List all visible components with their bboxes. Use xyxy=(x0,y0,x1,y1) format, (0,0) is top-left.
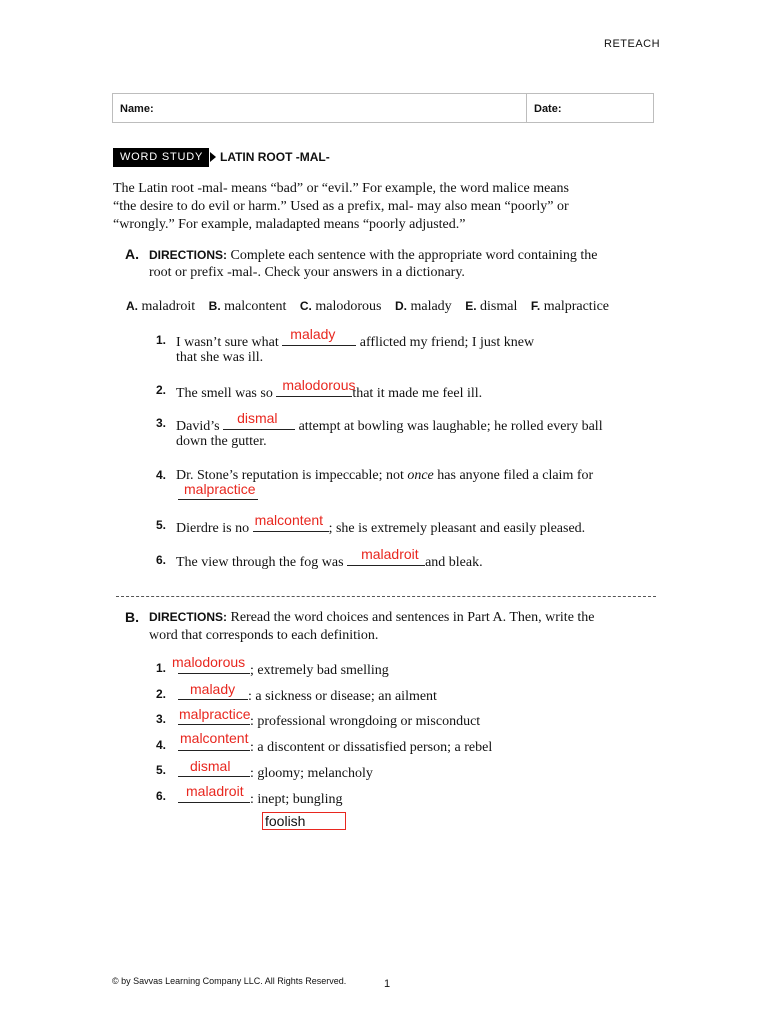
a-item-1-number: 1. xyxy=(156,333,167,347)
name-label: Name: xyxy=(120,103,154,115)
part-b-directions-line-2: word that corresponds to each definition. xyxy=(149,628,379,643)
a-item-1-blank[interactable] xyxy=(282,326,356,346)
b-item-5-answer: dismal xyxy=(190,758,231,774)
part-a-letter: A. xyxy=(125,246,139,262)
a-item-4-emphasis: once xyxy=(407,468,434,483)
part-a-directions-line-2: root or prefix -mal-. Check your answers in a dictionary. xyxy=(149,265,465,280)
a-item-5-number: 5. xyxy=(156,518,167,532)
choice-d: D. malady xyxy=(394,299,452,314)
a-item-4: Dr. Stone’s reputation is impeccable; not once has anyone filed a claim for xyxy=(176,468,594,483)
a-item-6-number: 6. xyxy=(156,553,167,567)
page-number: 1 xyxy=(384,978,391,990)
b-item-2: malady : a sickness or disease; an ailment xyxy=(178,685,437,706)
a-item-6-blank[interactable] xyxy=(347,546,425,566)
b-item-1-answer: malodorous xyxy=(172,654,246,670)
copyright-text: © by Savvas Learning Company LLC. All Rights Reserved. xyxy=(112,976,347,986)
a-item-2: The smell was so malodorous that it made me feel ill. xyxy=(176,377,483,401)
a-item-2-answer: malodorous xyxy=(282,377,356,393)
intro-line-3: “wrongly.” For example, maladapted means “poorly adjusted.” xyxy=(113,217,466,232)
b-item-3: malpractice : professional wrongdoing or misconduct xyxy=(179,706,481,729)
a-item-5: Dierdre is no malcontent ; she is extremely pleasant and easily pleased. xyxy=(176,512,586,536)
word-study-arrow xyxy=(210,152,216,162)
word-study-title: LATIN ROOT -MAL- xyxy=(220,150,330,164)
b-item-2-blank[interactable] xyxy=(178,681,248,700)
a-item-3: David’s dismal attempt at bowling was laughable; he rolled every ball xyxy=(176,410,603,434)
choice-f: F. malpractice xyxy=(530,299,610,314)
b-item-3-number: 3. xyxy=(156,712,167,726)
a-item-5-blank[interactable] xyxy=(253,512,329,532)
a-item-4-blank[interactable] xyxy=(178,481,258,500)
part-b-directions-label: DIRECTIONS: xyxy=(149,610,227,624)
b-item-4-answer: malcontent xyxy=(180,730,249,746)
section-divider xyxy=(116,596,656,597)
b-item-4: malcontent : a discontent or dissatisfied person; a rebel xyxy=(180,730,493,755)
a-item-2-blank[interactable] xyxy=(276,377,356,397)
b-item-2-answer: malady xyxy=(190,681,236,697)
a-item-4-line-2 xyxy=(178,481,258,506)
a-item-1-line-2: that she was ill. xyxy=(176,350,264,365)
a-item-3-number: 3. xyxy=(156,416,167,430)
extra-answer-box[interactable]: foolish xyxy=(262,812,346,830)
b-item-6-answer: maladroit xyxy=(186,783,244,799)
part-a-directions xyxy=(149,246,597,265)
choice-list xyxy=(126,297,666,316)
part-b-letter: B. xyxy=(125,609,139,625)
a-item-4-answer: malpractice xyxy=(184,481,256,497)
b-item-3-blank[interactable] xyxy=(178,706,251,725)
part-a-directions-line-1: Complete each sentence with the appropriate word containing the xyxy=(230,248,598,263)
b-item-6-number: 6. xyxy=(156,789,167,803)
b-item-1-blank[interactable] xyxy=(172,654,250,674)
date-label: Date: xyxy=(534,103,562,115)
a-item-2-number: 2. xyxy=(156,383,167,397)
b-item-4-number: 4. xyxy=(156,738,167,752)
b-item-5: dismal : gloomy; melancholy xyxy=(178,762,373,783)
intro-line-1: The Latin root -mal- means “bad” or “evil.” For example, the word malice means xyxy=(113,181,569,196)
name-date-divider xyxy=(526,94,527,122)
intro-line-2: “the desire to do evil or harm.” Used as a prefix, mal- may also mean “poorly” or xyxy=(113,199,569,214)
b-item-5-number: 5. xyxy=(156,763,167,777)
a-item-6: The view through the fog was maladroit and bleak. xyxy=(176,546,483,570)
reteach-label: RETEACH xyxy=(604,38,661,50)
b-item-1: malodorous ; extremely bad smelling xyxy=(172,654,389,678)
choice-b: B. malcontent xyxy=(208,299,287,314)
part-a-directions-label: DIRECTIONS: xyxy=(149,248,227,262)
a-item-3-blank[interactable] xyxy=(223,410,295,430)
choice-c: C. malodorous xyxy=(299,299,382,314)
b-item-5-blank[interactable] xyxy=(178,758,250,777)
b-item-1-number: 1. xyxy=(156,661,167,675)
a-item-3-line-2: down the gutter. xyxy=(176,434,267,449)
b-item-4-blank[interactable] xyxy=(178,730,250,751)
choice-a: A. maladroit xyxy=(126,299,196,314)
part-b-directions xyxy=(149,608,595,627)
a-item-4-number: 4. xyxy=(156,468,167,482)
b-item-2-number: 2. xyxy=(156,687,167,701)
part-b-directions-line-1: Reread the word choices and sentences in Part A. Then, write the xyxy=(230,610,595,625)
b-item-6: maladroit : inept; bungling xyxy=(178,788,343,809)
a-item-1: I wasn’t sure what malady afflicted my friend; I just knew xyxy=(176,326,535,350)
choice-e: E. dismal xyxy=(465,299,518,314)
a-item-3-answer: dismal xyxy=(237,410,278,426)
a-item-6-answer: maladroit xyxy=(361,546,419,562)
a-item-1-answer: malady xyxy=(290,326,336,342)
b-item-6-blank[interactable] xyxy=(178,783,250,803)
word-study-tag: WORD STUDY xyxy=(113,148,209,167)
b-item-3-answer: malpractice xyxy=(179,706,251,722)
name-date-box xyxy=(112,93,654,123)
a-item-5-answer: malcontent xyxy=(254,512,324,528)
